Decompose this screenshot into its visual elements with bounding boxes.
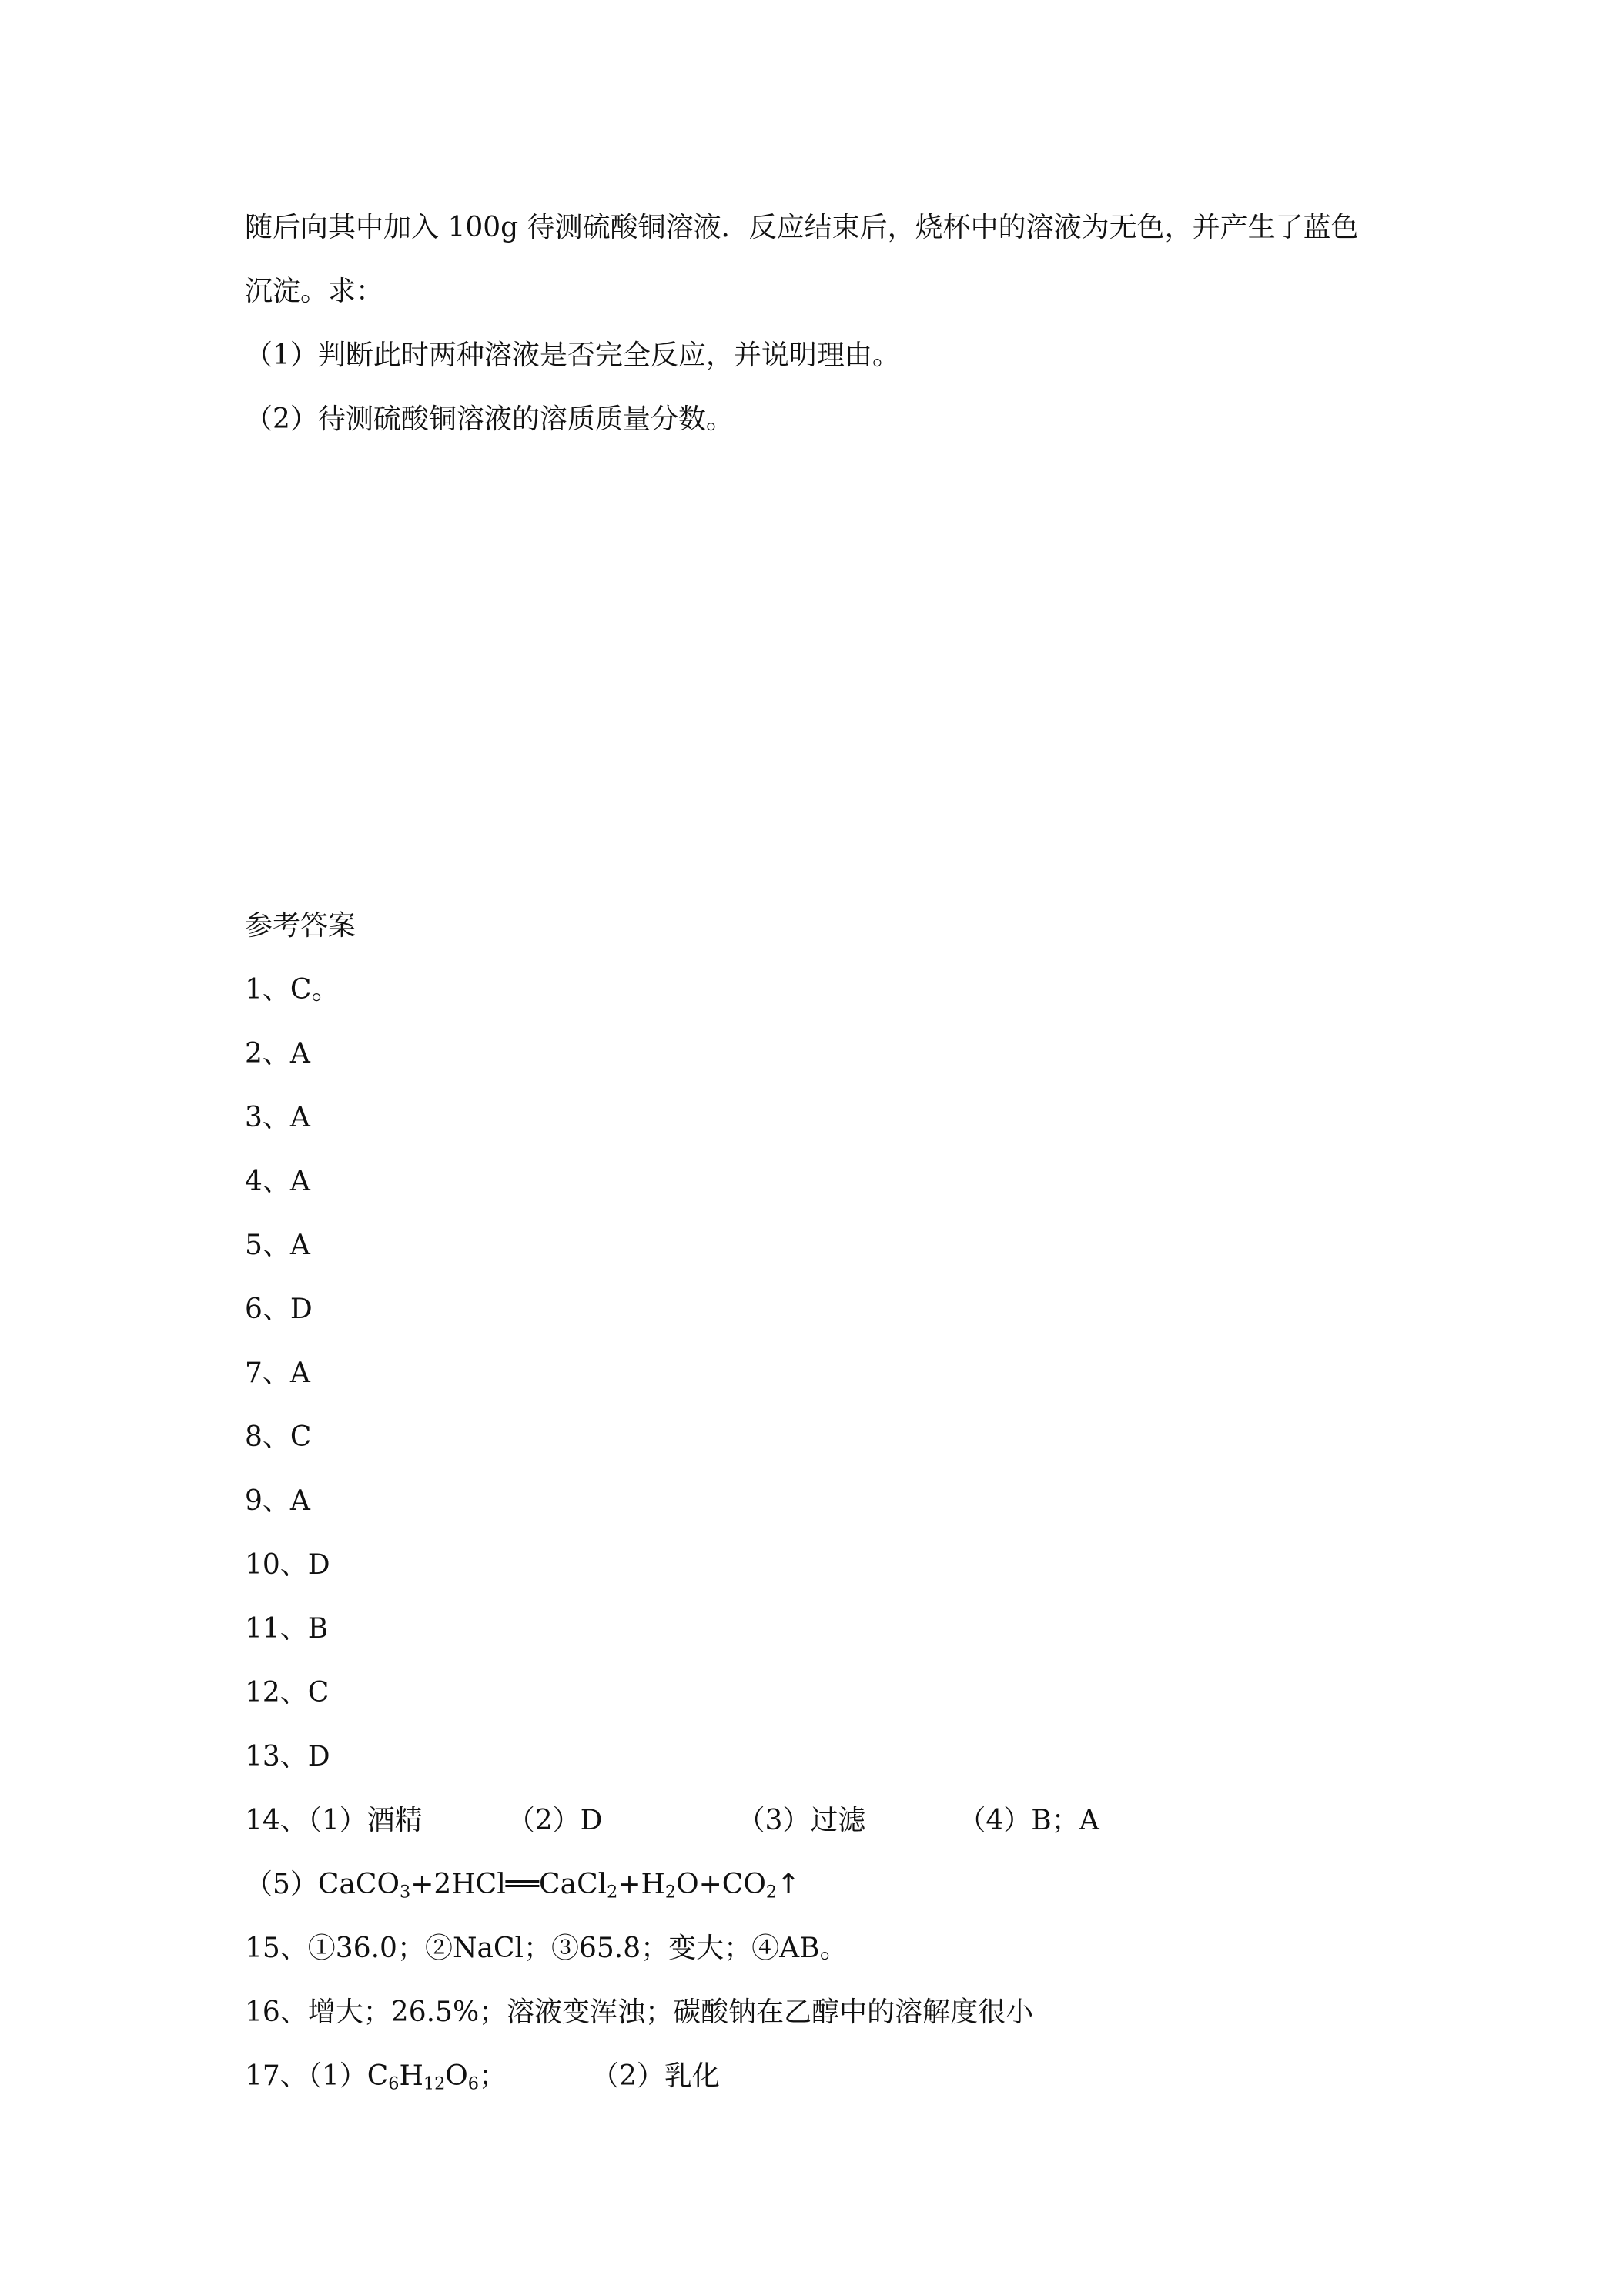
answer-14-part-5-equation <box>245 1868 800 1902</box>
answer-14-part-3: （3）过滤 <box>737 1805 866 1836</box>
formula-subscript: 6 <box>388 2073 400 2094</box>
answer-9: 9、A <box>245 1485 310 1517</box>
answer-17-label: 17、 <box>245 2060 308 2092</box>
answer-2: 2、A <box>245 1038 310 1069</box>
answer-10: 10、D <box>245 1549 330 1581</box>
answer-6: 6、D <box>245 1294 313 1325</box>
answer-12: 12、C <box>245 1677 330 1709</box>
answer-14-part-4: （4）B；A <box>958 1805 1099 1836</box>
equation-text: +2HCl══CaCl <box>410 1869 607 1900</box>
answer-8: 8、C <box>245 1421 312 1453</box>
answer-16: 16、增大；26.5%；溶液变浑浊；碳酸钠在乙醇中的溶解度很小 <box>245 1996 1034 2028</box>
answer-5: 5、A <box>245 1230 310 1261</box>
equation-text: +H <box>617 1869 665 1900</box>
answer-11: 11、B <box>245 1613 329 1645</box>
answer-17 <box>245 2060 720 2094</box>
question-part-2: （2）待测硫酸铜溶液的溶质质量分数。 <box>245 403 734 435</box>
question-line-1: 随后向其中加入 100g 待测硫酸铜溶液．反应结束后，烧杯中的溶液为无色，并产生了蓝色 <box>245 212 1359 243</box>
answer-3: 3、A <box>245 1102 310 1133</box>
equation-text: （5）CaCO <box>245 1869 400 1900</box>
formula-subscript: 6 <box>467 2073 479 2094</box>
answer-1: 1、C。 <box>245 974 340 1006</box>
formula-text: （1）C <box>307 2060 389 2092</box>
formula-text: H <box>399 2060 423 2092</box>
equation-subscript: 2 <box>664 1882 677 1903</box>
equation-subscript: 3 <box>399 1882 411 1903</box>
answer-13: 13、D <box>245 1741 330 1772</box>
answer-15: 15、①36.0；②NaCl；③65.8；变大；④AB。 <box>245 1933 848 1964</box>
question-line-2: 沉淀。求： <box>245 276 384 307</box>
gas-arrow-icon: ↑ <box>777 1869 801 1900</box>
question-part-1: （1）判断此时两种溶液是否完全反应，并说明理由。 <box>245 340 900 371</box>
equation-subscript: 2 <box>607 1882 618 1903</box>
answer-14-label: 14、 <box>245 1805 308 1836</box>
equation-subscript: 2 <box>765 1882 778 1903</box>
answer-14 <box>245 1804 1099 1838</box>
formula-text: ； <box>479 2060 507 2092</box>
answer-4: 4、A <box>245 1166 310 1197</box>
answer-14-part-2: （2）D <box>507 1805 603 1836</box>
answers-heading: 参考答案 <box>245 910 356 942</box>
answer-7: 7、A <box>245 1357 310 1389</box>
equation-text: O+CO <box>676 1869 766 1900</box>
formula-subscript: 12 <box>423 2073 446 2094</box>
answer-17-part-2: （2）乳化 <box>591 2060 720 2092</box>
answer-14-part-1: （1）酒精 <box>307 1805 423 1836</box>
formula-text: O <box>445 2060 468 2092</box>
